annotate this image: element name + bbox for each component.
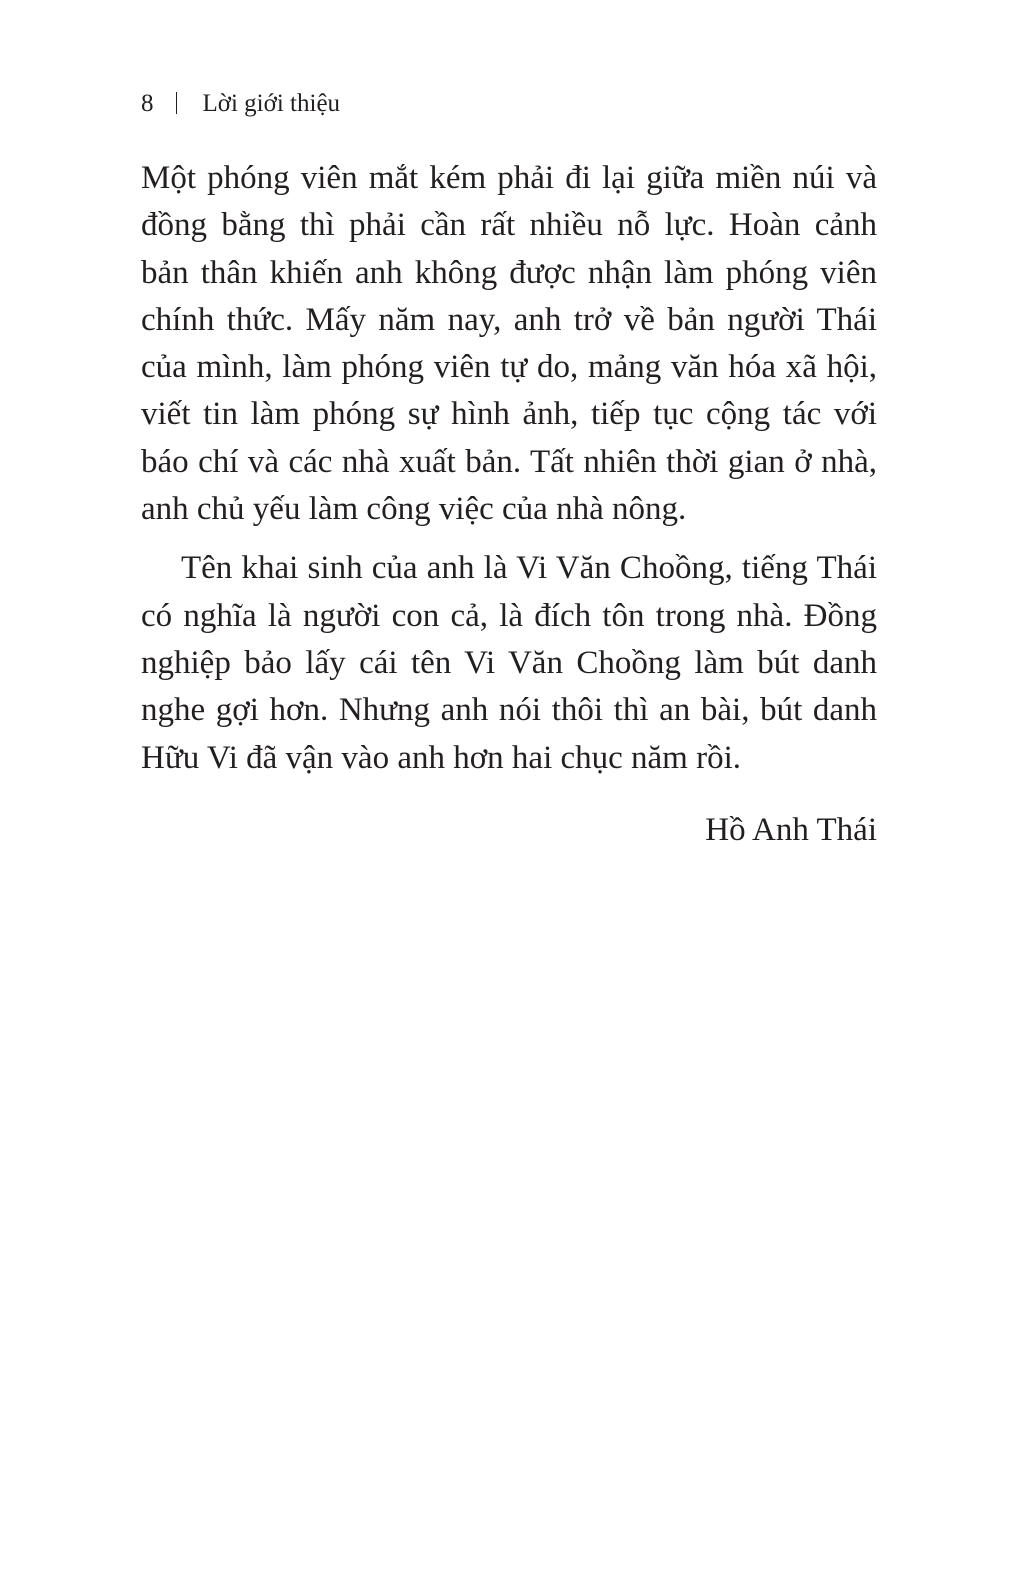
text-line: của mình, làm phóng viên tự do, mảng văn hóa xã hội, <box>141 349 877 386</box>
paragraph-1 <box>141 155 877 533</box>
paragraph-2 <box>141 545 877 781</box>
text-line: báo chí và các nhà xuất bản. Tất nhiên thời gian ở nhà, <box>141 443 877 480</box>
section-title: Lời giới thiệu <box>202 90 341 117</box>
text-line: chính thức. Mấy năm nay, anh trở về bản người Thái <box>141 301 877 338</box>
text-line: anh chủ yếu làm công việc của nhà nông. <box>141 491 687 528</box>
author-signature: Hồ Anh Thái <box>705 812 877 848</box>
header-separator <box>176 92 177 114</box>
body-text <box>141 155 877 782</box>
text-line: bản thân khiến anh không được nhận làm phóng viên <box>141 254 877 291</box>
text-line: nghiệp bảo lấy cái tên Vi Văn Choồng làm bút danh <box>141 644 877 681</box>
text-line: viết tin làm phóng sự hình ảnh, tiếp tục cộng tác với <box>141 396 877 433</box>
text-line: Hữu Vi đã vận vào anh hơn hai chục năm rồi. <box>141 739 742 776</box>
text-line: có nghĩa là người con cả, là đích tôn trong nhà. Đồng <box>141 597 877 634</box>
page-number: 8 <box>141 90 154 117</box>
running-header <box>141 88 340 120</box>
text-line: đồng bằng thì phải cần rất nhiều nỗ lực. Hoàn cảnh <box>141 207 877 244</box>
text-line: Tên khai sinh của anh là Vi Văn Choồng, tiếng Thái <box>181 550 877 587</box>
text-line: nghe gợi hơn. Nhưng anh nói thôi thì an bài, bút danh <box>141 692 877 729</box>
text-line: Một phóng viên mắt kém phải đi lại giữa miền núi và <box>141 160 877 196</box>
